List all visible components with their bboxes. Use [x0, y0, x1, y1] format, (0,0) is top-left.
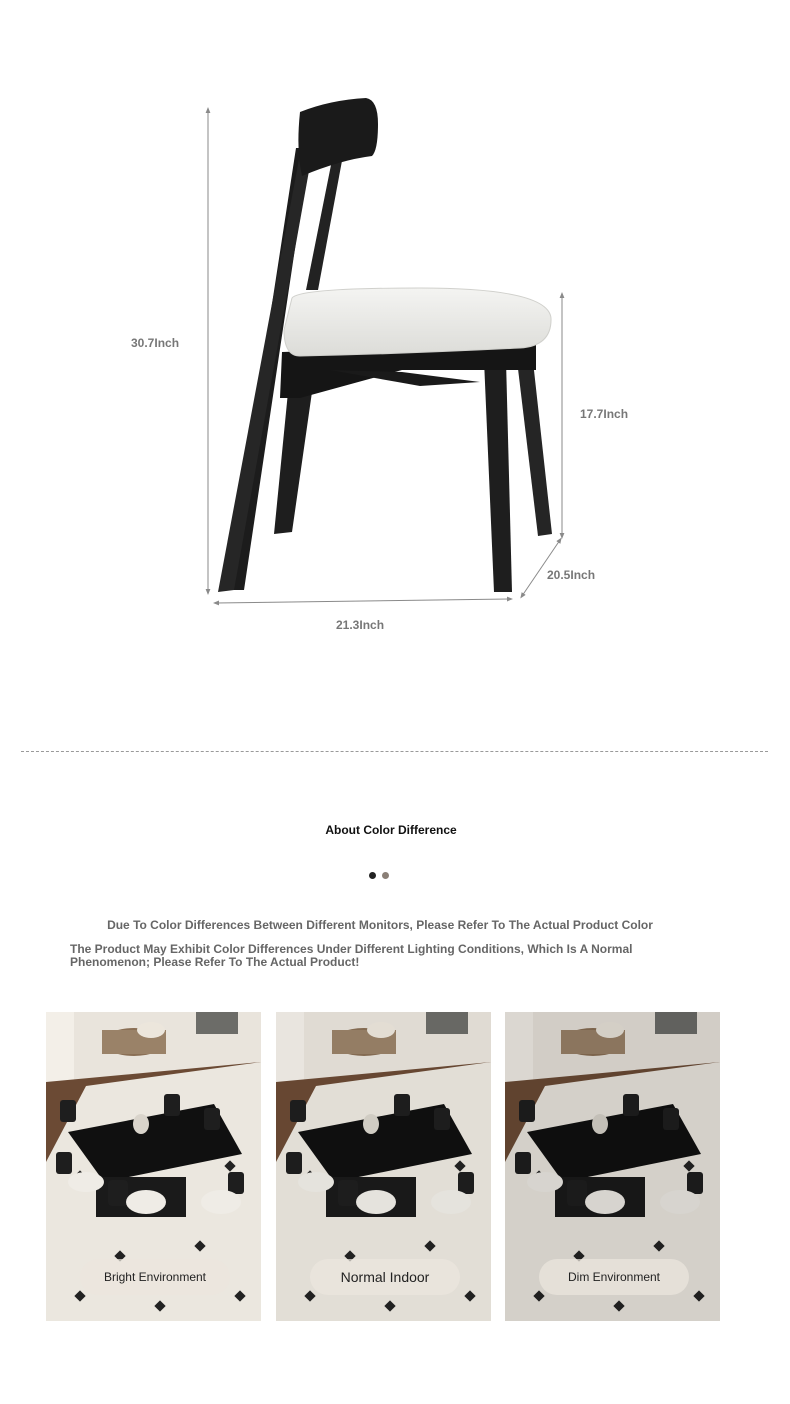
width-label: 21.3Inch [332, 616, 388, 634]
photo-dim-environment [505, 1012, 720, 1321]
photo-bright-environment [46, 1012, 261, 1321]
front-leg-right [516, 352, 552, 536]
carousel-dots [369, 872, 389, 879]
seat-cushion [284, 288, 551, 356]
section-divider [21, 751, 768, 752]
carousel-dot-1[interactable] [369, 872, 376, 879]
lighting-color-note: The Product May Exhibit Color Differences Under Different Lighting Conditions, Which Is A Normal Phenomenon; Please Refer To The Actual Product! [70, 942, 633, 969]
photo-label: Normal Indoor [310, 1259, 460, 1295]
section-title: About Color Difference [325, 823, 457, 837]
depth-label: 20.5Inch [543, 566, 599, 584]
front-leg-left [484, 360, 512, 592]
seat-height-label: 17.7Inch [576, 405, 632, 423]
chair-illustration [0, 0, 790, 700]
height-label: 30.7Inch [127, 334, 183, 352]
rear-leg [274, 392, 312, 534]
monitor-color-note: Due To Color Differences Between Different Monitors, Please Refer To The Actual Product Color [107, 918, 653, 932]
width-dimension-line [216, 599, 510, 603]
chair-dimension-diagram [0, 0, 790, 700]
photo-label: Bright Environment [80, 1259, 230, 1295]
carousel-dot-2[interactable] [382, 872, 389, 879]
photo-normal-indoor [276, 1012, 491, 1321]
photo-label: Dim Environment [539, 1259, 689, 1295]
